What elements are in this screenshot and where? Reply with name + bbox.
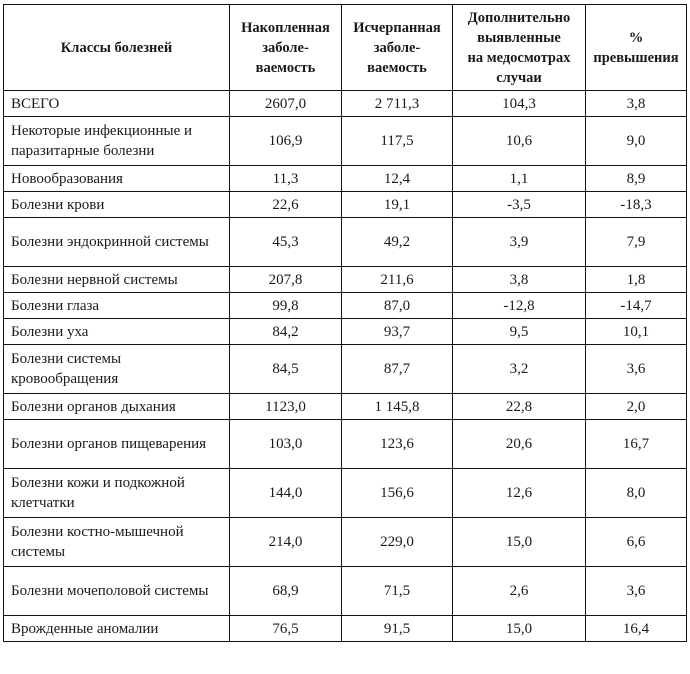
table-row	[4, 518, 687, 567]
header-excess-line: %	[628, 29, 644, 46]
cell-disease-class: Болезни крови	[4, 192, 230, 218]
cell-excess-pct: 1,8	[586, 267, 687, 293]
cell-additional: 3,9	[453, 218, 586, 267]
cell-accumulated: 207,8	[230, 267, 342, 293]
cell-excess-pct: 16,7	[586, 420, 687, 469]
cell-disease-class: Болезни мочеполовой системы	[4, 567, 230, 616]
cell-disease-class: Болезни органов дыхания	[4, 394, 230, 420]
cell-excess-pct: 9,0	[586, 117, 687, 166]
header-disease-class: Классы болезней	[4, 5, 230, 91]
header-exhausted-line: Исчерпанная	[353, 19, 441, 36]
cell-accumulated: 76,5	[230, 616, 342, 642]
cell-additional: 104,3	[453, 91, 586, 117]
cell-excess-pct: 3,6	[586, 345, 687, 394]
cell-excess-pct: 10,1	[586, 319, 687, 345]
header-additional-line: выявленные	[477, 29, 561, 46]
cell-exhausted: 91,5	[342, 616, 453, 642]
header-additional-line: случаи	[496, 69, 542, 86]
table-row	[4, 420, 687, 469]
cell-accumulated: 2607,0	[230, 91, 342, 117]
cell-additional: -12,8	[453, 293, 586, 319]
cell-disease-class: Болезни органов пищеварения	[4, 420, 230, 469]
cell-exhausted: 1 145,8	[342, 394, 453, 420]
header-excess-line: превышения	[593, 49, 679, 66]
cell-accumulated: 106,9	[230, 117, 342, 166]
cell-excess-pct: 8,0	[586, 469, 687, 518]
cell-excess-pct: 3,6	[586, 567, 687, 616]
cell-accumulated: 11,3	[230, 166, 342, 192]
header-additional	[453, 5, 586, 91]
cell-additional: 15,0	[453, 518, 586, 567]
cell-additional: 3,8	[453, 267, 586, 293]
header-accumulated	[230, 5, 342, 91]
cell-disease-class: Новообразования	[4, 166, 230, 192]
header-excess-pct	[586, 5, 687, 91]
cell-accumulated: 214,0	[230, 518, 342, 567]
cell-additional: 12,6	[453, 469, 586, 518]
cell-disease-class: Болезни нервной системы	[4, 267, 230, 293]
table-row	[4, 319, 687, 345]
cell-exhausted: 117,5	[342, 117, 453, 166]
cell-excess-pct: 6,6	[586, 518, 687, 567]
cell-accumulated: 144,0	[230, 469, 342, 518]
cell-excess-pct: 3,8	[586, 91, 687, 117]
cell-disease-class: Болезни глаза	[4, 293, 230, 319]
cell-exhausted: 71,5	[342, 567, 453, 616]
cell-exhausted: 123,6	[342, 420, 453, 469]
cell-disease-class: Врожденные аномалии	[4, 616, 230, 642]
cell-exhausted: 156,6	[342, 469, 453, 518]
header-accumulated-line: Накопленная	[241, 19, 330, 36]
cell-excess-pct: 2,0	[586, 394, 687, 420]
cell-additional: 9,5	[453, 319, 586, 345]
header-accumulated-line: ваемость	[255, 59, 316, 76]
cell-exhausted: 2 711,3	[342, 91, 453, 117]
cell-additional: 3,2	[453, 345, 586, 394]
cell-exhausted: 19,1	[342, 192, 453, 218]
cell-disease-class: ВСЕГО	[4, 91, 230, 117]
cell-disease-class: Болезни костно-мышечной системы	[4, 518, 230, 567]
cell-excess-pct: 16,4	[586, 616, 687, 642]
cell-accumulated: 103,0	[230, 420, 342, 469]
table-row	[4, 267, 687, 293]
cell-exhausted: 93,7	[342, 319, 453, 345]
cell-additional: 15,0	[453, 616, 586, 642]
table-row	[4, 192, 687, 218]
cell-additional: 20,6	[453, 420, 586, 469]
cell-disease-class: Болезни системы кровообращения	[4, 345, 230, 394]
cell-accumulated: 99,8	[230, 293, 342, 319]
table-row	[4, 293, 687, 319]
cell-disease-class: Болезни кожи и подкожной клетчатки	[4, 469, 230, 518]
cell-excess-pct: 8,9	[586, 166, 687, 192]
cell-accumulated: 1123,0	[230, 394, 342, 420]
header-exhausted	[342, 5, 453, 91]
table-row	[4, 616, 687, 642]
table-row	[4, 166, 687, 192]
header-exhausted-line: заболе-	[373, 39, 421, 56]
cell-exhausted: 229,0	[342, 518, 453, 567]
cell-accumulated: 22,6	[230, 192, 342, 218]
cell-disease-class: Болезни уха	[4, 319, 230, 345]
table-row	[4, 117, 687, 166]
cell-exhausted: 12,4	[342, 166, 453, 192]
cell-additional: 1,1	[453, 166, 586, 192]
cell-excess-pct: -14,7	[586, 293, 687, 319]
cell-accumulated: 84,5	[230, 345, 342, 394]
cell-exhausted: 211,6	[342, 267, 453, 293]
header-additional-line: Дополнительно	[467, 9, 571, 26]
cell-disease-class: Болезни эндокринной системы	[4, 218, 230, 267]
table-row	[4, 345, 687, 394]
cell-additional: 2,6	[453, 567, 586, 616]
cell-excess-pct: -18,3	[586, 192, 687, 218]
header-additional-line: на медосмотрах	[467, 49, 571, 66]
cell-accumulated: 45,3	[230, 218, 342, 267]
header-exhausted-line: ваемость	[367, 59, 427, 76]
header-accumulated-line: заболе-	[262, 39, 309, 56]
morbidity-table	[3, 4, 687, 642]
table-row-total	[4, 91, 687, 117]
cell-additional: 10,6	[453, 117, 586, 166]
cell-accumulated: 68,9	[230, 567, 342, 616]
table-row	[4, 394, 687, 420]
table-row	[4, 218, 687, 267]
header-row	[4, 5, 687, 91]
cell-exhausted: 87,7	[342, 345, 453, 394]
cell-excess-pct: 7,9	[586, 218, 687, 267]
cell-disease-class: Некоторые инфекционные и паразитарные болезни	[4, 117, 230, 166]
table-row	[4, 567, 687, 616]
table-row	[4, 469, 687, 518]
cell-exhausted: 87,0	[342, 293, 453, 319]
cell-additional: -3,5	[453, 192, 586, 218]
cell-accumulated: 84,2	[230, 319, 342, 345]
cell-exhausted: 49,2	[342, 218, 453, 267]
cell-additional: 22,8	[453, 394, 586, 420]
